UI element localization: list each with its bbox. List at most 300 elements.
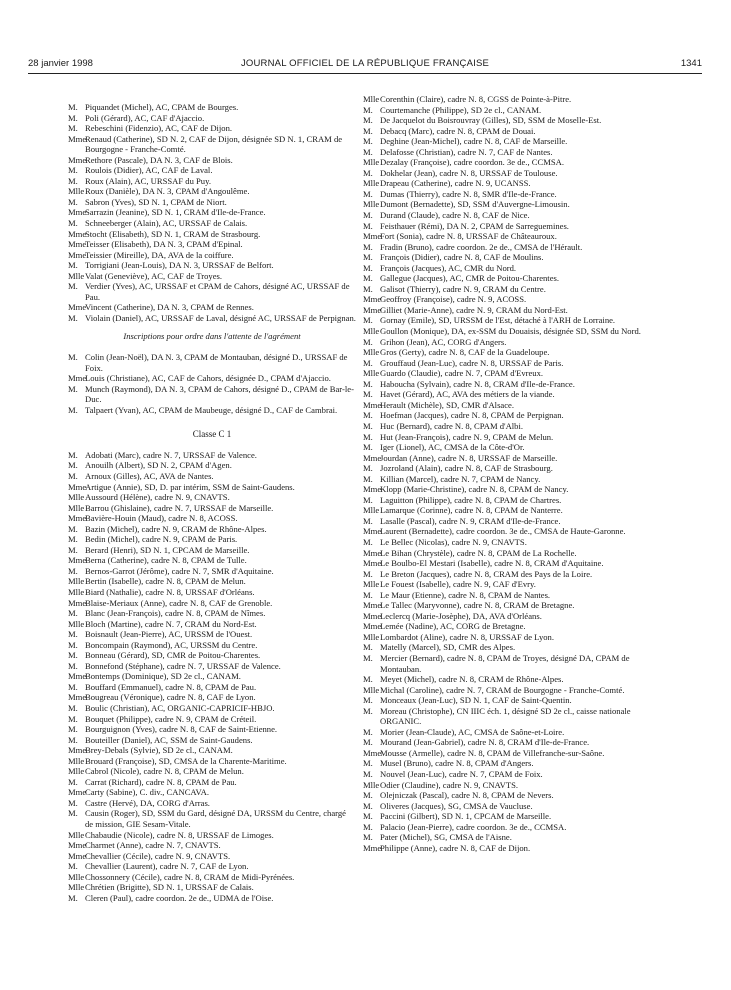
entry-text: Dokhelar (Jean), cadre N. 8, URSSAF de Toulouse. xyxy=(380,167,558,178)
list-item xyxy=(68,872,356,883)
list-item xyxy=(68,524,356,535)
civility: Mme xyxy=(363,304,382,315)
entry-text: Grihon (Jean), AC, CORG d'Angers. xyxy=(380,336,507,347)
entry-text: Delafosse (Christian), cadre N. 7, CAF de Nantes. xyxy=(380,146,553,157)
header-date: 28 janvier 1998 xyxy=(28,58,93,69)
list-item xyxy=(68,545,356,556)
civility: M. xyxy=(363,589,373,600)
civility: M. xyxy=(363,769,373,779)
entry-text: Roulois (Didier), AC, CAF de Laval. xyxy=(85,165,213,176)
civility: M. xyxy=(68,702,78,713)
entry-text: Feisthauer (Rémi), DA N. 2, CPAM de Sarreguemines. xyxy=(380,220,569,231)
civility: Mme xyxy=(68,840,87,851)
civility: Mme xyxy=(363,610,382,621)
list-item xyxy=(68,777,356,788)
civility: M. xyxy=(68,281,78,292)
header-page-number: 1341 xyxy=(680,58,702,69)
right-column xyxy=(363,94,653,853)
list-item xyxy=(68,450,356,461)
list-item xyxy=(363,737,653,748)
list-item xyxy=(68,840,356,851)
entry-text: Berna (Catherine), cadre N. 8, CPAM de Tulle. xyxy=(85,555,247,566)
entry-text: Talpaert (Yvan), AC, CPAM de Maubeuge, désigné D., CAF de Cambrai. xyxy=(85,404,338,415)
list-item xyxy=(68,692,356,703)
civility: Mlle xyxy=(68,882,85,893)
civility: M. xyxy=(363,336,373,347)
civility: Mlle xyxy=(68,576,85,587)
civility: M. xyxy=(68,175,78,186)
list-item xyxy=(68,492,356,503)
civility: M. xyxy=(363,737,373,748)
list-item xyxy=(68,373,356,384)
entry-text: Havet (Gérard), AC, AVA des métiers de la viande. xyxy=(380,389,555,400)
entry-text: Paccini (Gilbert), SD N. 1, CPCAM de Marseille. xyxy=(380,811,552,822)
list-item xyxy=(68,861,356,872)
list-item xyxy=(68,640,356,651)
civility: Mme xyxy=(363,452,382,463)
civility: M. xyxy=(363,146,373,157)
entry-text: Blaise-Meriaux (Anne), cadre N. 8, CAF de Grenoble. xyxy=(85,597,273,608)
list-item xyxy=(363,379,653,390)
civility: M. xyxy=(68,312,78,323)
list-item xyxy=(68,598,356,609)
entry-text: Anouilh (Albert), SD N. 2, CPAM d'Agen. xyxy=(85,460,232,471)
civility: Mlle xyxy=(68,755,85,766)
list-item xyxy=(363,695,653,706)
entry-text: François (Jacques), AC, CMR du Nord. xyxy=(380,262,517,273)
list-item xyxy=(68,260,356,271)
entry-text: Mercier (Bernard), cadre N. 8, CPAM de Troyes, désigné DA, CPAM de Montauban. xyxy=(380,652,630,674)
list-item xyxy=(68,302,356,313)
civility: Mme xyxy=(68,671,87,682)
entry-text: Adobati (Marc), cadre N. 7, URSSAF de Valence. xyxy=(85,449,257,460)
list-item xyxy=(363,126,653,137)
entry-text: Bonneau (Gérard), SD, CMR de Poitou-Charentes. xyxy=(85,650,261,661)
civility: Mme xyxy=(363,747,382,758)
entry-text: Le Fouest (Isabelle), cadre N. 9, CAF d'Evry. xyxy=(380,579,536,590)
list-item xyxy=(68,893,356,904)
entry-text: Gros (Gerty), cadre N. 8, CAF de la Guadeloupe. xyxy=(380,347,550,358)
civility: M. xyxy=(363,811,373,822)
list-item xyxy=(363,115,653,126)
entry-text: Torrigiani (Jean-Louis), DA N. 3, URSSAF de Belfort. xyxy=(85,260,274,271)
left-column xyxy=(68,102,356,903)
entry-text: Chabaudie (Nicole), cadre N. 8, URSSAF de Limoges. xyxy=(85,829,274,840)
civility: M. xyxy=(68,460,78,471)
entry-text: Leclercq (Marie-Josèphe), DA, AVA d'Orléans. xyxy=(380,610,542,621)
list-item xyxy=(363,221,653,232)
entry-text: Berard (Henri), SD N. 1, CPCAM de Marseille. xyxy=(85,544,250,555)
list-item xyxy=(363,653,653,674)
civility: Mme xyxy=(68,513,87,524)
entry-text: Deghine (Jean-Michel), cadre N. 8, CAF de Marseille. xyxy=(380,136,568,147)
list-item xyxy=(68,352,356,373)
list-item xyxy=(363,727,653,738)
civility: M. xyxy=(68,681,78,692)
entry-text: Durand (Claude), cadre N. 8, CAF de Nice. xyxy=(380,210,530,221)
list-item xyxy=(363,389,653,400)
civility: M. xyxy=(363,125,373,136)
list-item xyxy=(363,548,653,559)
list-item xyxy=(363,790,653,801)
entry-text: Dezalay (Françoise), cadre coordon. 3e de., CCMSA. xyxy=(380,157,564,168)
list-item xyxy=(68,460,356,471)
civility: M. xyxy=(68,639,78,650)
list-item xyxy=(68,587,356,598)
entry-text: François (Didier), cadre N. 8, CAF de Moulins. xyxy=(380,252,544,263)
list-item xyxy=(363,410,653,421)
section-heading-classe: Classe C 1 xyxy=(192,429,232,440)
list-item xyxy=(363,579,653,590)
civility: Mme xyxy=(68,597,87,608)
right-list xyxy=(363,94,653,853)
civility: Mme xyxy=(363,399,382,410)
civility: M. xyxy=(363,378,373,389)
entry-text: Musel (Bruno), cadre N. 8, CPAM d'Angers. xyxy=(380,758,534,769)
list-item xyxy=(363,569,653,580)
entry-text: Morier (Jean-Claude), AC, CMSA de Saône-et-Loire. xyxy=(380,726,565,737)
entry-text: Bloch (Martine), cadre N. 7, CRAM du Nord-Est. xyxy=(85,618,257,629)
list-item xyxy=(363,474,653,485)
entry-text: Hut (Jean-François), cadre N. 9, CPAM de Melun. xyxy=(380,431,554,442)
civility: Mme xyxy=(68,133,87,144)
civility: M. xyxy=(363,832,373,843)
list-item xyxy=(68,123,356,134)
entry-text: Artigue (Annie), SD, D. par intérim, SSM de Saint-Gaudens. xyxy=(85,481,295,492)
list-item xyxy=(363,358,653,369)
list-item xyxy=(68,745,356,756)
list-item xyxy=(363,463,653,474)
entry-text: Grouffaud (Jean-Luc), cadre N. 8, URSSAF de Paris. xyxy=(380,357,564,368)
entry-text: Guardo (Claudie), cadre N. 7, CPAM d'Evreux. xyxy=(380,368,544,379)
entry-text: Brey-Debals (Sylvie), SD 2e cl., CANAM. xyxy=(85,745,233,756)
civility: M. xyxy=(68,861,78,872)
civility: M. xyxy=(68,196,78,207)
entry-text: Schneeberger (Alain), AC, URSSAF de Calais. xyxy=(85,218,248,229)
entry-text: Bourguignon (Yves), cadre N. 8, CAF de Saint-Etienne. xyxy=(85,724,278,735)
entry-text: Bouquet (Philippe), cadre N. 9, CPAM de Créteil. xyxy=(85,713,257,724)
entry-text: Chossonnery (Cécile), cadre N. 8, CRAM de Midi-Pyrénées. xyxy=(85,871,295,882)
civility: M. xyxy=(68,112,78,123)
entry-text: Le Boulbo-El Mestari (Isabelle), cadre N. 8, CRAM d'Aquitaine. xyxy=(380,558,604,569)
civility: Mlle xyxy=(68,492,85,503)
list-item xyxy=(363,758,653,769)
entry-text: Haboucha (Sylvain), cadre N. 8, CRAM d'Ile-de-France. xyxy=(380,378,575,389)
civility: M. xyxy=(363,726,373,737)
civility: M. xyxy=(68,102,78,112)
list-item xyxy=(363,484,653,495)
list-item xyxy=(68,513,356,524)
list-item xyxy=(68,576,356,587)
entry-text: Rethore (Pascale), DA N. 3, CAF de Blois. xyxy=(85,154,233,165)
list-item xyxy=(363,263,653,274)
list-item xyxy=(68,155,356,166)
list-item xyxy=(68,808,356,829)
civility: M. xyxy=(68,713,78,724)
entry-text: Piquandet (Michel), AC, CPAM de Bourges. xyxy=(85,102,239,112)
civility: Mlle xyxy=(363,199,380,210)
civility: M. xyxy=(363,494,373,505)
civility: M. xyxy=(68,629,78,640)
entry-text: Courtemanche (Philippe), SD 2e cl., CANAM. xyxy=(380,104,542,115)
civility: Mlle xyxy=(68,586,85,597)
civility: Mme xyxy=(68,555,87,566)
entry-text: Roux (Danièle), DA N. 3, CPAM d'Angoulême. xyxy=(85,186,250,197)
civility: Mlle xyxy=(68,186,85,197)
list-item xyxy=(68,250,356,261)
entry-text: Chevallier (Cécile), cadre N. 9, CNAVTS. xyxy=(85,850,231,861)
list-item xyxy=(363,326,653,337)
list-item xyxy=(68,113,356,124)
civility: M. xyxy=(363,568,373,579)
civility: Mlle xyxy=(363,347,380,358)
civility: Mme xyxy=(68,481,87,492)
list-item xyxy=(363,748,653,759)
entry-text: Teisser (Elisabeth), DA N. 3, CPAM d'Epinal. xyxy=(85,239,243,250)
list-item xyxy=(363,516,653,527)
civility: Mlle xyxy=(363,326,380,337)
list-item xyxy=(68,186,356,197)
entry-text: Cleren (Paul), cadre coordon. 2e de., UDMA de l'Oise. xyxy=(85,892,274,903)
entry-text: Bertin (Isabelle), cadre N. 8, CPAM de Melun. xyxy=(85,576,246,587)
civility: M. xyxy=(363,357,373,368)
list-item xyxy=(68,239,356,250)
entry-text: Herault (Michèle), SD, CMR d'Alsace. xyxy=(380,399,515,410)
entry-text: Stocht (Elisabeth), SD N. 1, CRAM de Strasbourg. xyxy=(85,228,261,239)
civility: Mme xyxy=(363,621,382,632)
entry-text: Chrétien (Brigitte), SD N. 1, URSSAF de Calais. xyxy=(85,882,254,893)
list-item xyxy=(363,273,653,284)
list-item xyxy=(68,661,356,672)
entry-text: Rebeschini (Fidenzio), AC, CAF de Dijon. xyxy=(85,123,233,134)
entry-text: Arnoux (Gilles), AC, AVA de Nantes. xyxy=(85,470,214,481)
entry-text: Bedin (Michel), cadre N. 9, CPAM de Paris. xyxy=(85,534,238,545)
civility: M. xyxy=(363,389,373,400)
list-item xyxy=(363,315,653,326)
entry-text: Gallegue (Jacques), AC, CMR de Poitou-Charentes. xyxy=(380,273,560,284)
entry-text: Laguitton (Philippe), cadre N. 8, CPAM de Chartres. xyxy=(380,494,562,505)
entry-text: Bonnefond (Stéphane), cadre N. 7, URSSAF de Valence. xyxy=(85,660,281,671)
entry-text: Bontemps (Dominique), SD 2e cl., CANAM. xyxy=(85,671,241,682)
list-item xyxy=(68,650,356,661)
entry-text: Boulic (Christian), AC, ORGANIC-CAPRICIF-HBJO. xyxy=(85,702,275,713)
entry-text: Lombardot (Aline), cadre N. 8, URSSAF de Lyon. xyxy=(380,631,554,642)
list-item xyxy=(68,482,356,493)
list-item xyxy=(363,706,653,727)
civility: M. xyxy=(68,123,78,134)
civility: M. xyxy=(68,165,78,176)
entry-text: Nouvel (Jean-Luc), cadre N. 7, CPAM de Foix. xyxy=(380,769,543,779)
entry-text: Lemée (Nadine), AC, CORG de Bretagne. xyxy=(380,621,526,632)
list-item xyxy=(363,199,653,210)
entry-text: Munch (Raymond), DA N. 3, CPAM de Cahors, désigné D., CPAM de Bar-le-Duc. xyxy=(85,383,354,405)
list-item xyxy=(363,621,653,632)
civility: M. xyxy=(68,797,78,808)
list-item xyxy=(363,168,653,179)
civility: Mlle xyxy=(363,157,380,168)
entry-text: Matelly (Marcel), SD, CMR des Alpes. xyxy=(380,642,516,653)
entry-text: Klopp (Marie-Christine), cadre N. 8, CPAM de Nancy. xyxy=(380,484,569,495)
entry-text: Le Bihan (Chrystèle), cadre N. 8, CPAM de La Rochelle. xyxy=(380,547,577,558)
list-item xyxy=(363,642,653,653)
header-rule xyxy=(28,73,702,74)
civility: M. xyxy=(363,463,373,474)
header-title: JOURNAL OFFICIEL DE LA RÉPUBLIQUE FRANÇAISE xyxy=(240,58,490,69)
list-item xyxy=(68,165,356,176)
list-item xyxy=(68,735,356,746)
entry-text: Bavière-Houin (Maud), cadre N. 8, ACOSS. xyxy=(85,513,238,524)
civility: Mme xyxy=(68,228,87,239)
civility: M. xyxy=(363,695,373,706)
entry-text: Sabron (Yves), SD N. 1, CPAM de Niort. xyxy=(85,196,227,207)
civility: Mlle xyxy=(363,684,380,695)
civility: M. xyxy=(68,724,78,735)
entry-text: Geoffroy (Françoise), cadre N. 9, ACOSS. xyxy=(380,294,527,305)
list-item xyxy=(363,189,653,200)
list-item xyxy=(363,210,653,221)
entry-text: Boncompain (Raymond), AC, URSSM du Centre. xyxy=(85,639,258,650)
entry-text: Bouffard (Emmanuel), cadre N. 8, CPAM de Pau. xyxy=(85,681,257,692)
entry-text: Bouteiller (Daniel), AC, SSM de Saint-Gaudens. xyxy=(85,734,253,745)
list-item xyxy=(363,495,653,506)
civility: Mlle xyxy=(68,618,85,629)
civility: Mlle xyxy=(363,579,380,590)
list-item xyxy=(363,294,653,305)
list-item xyxy=(363,242,653,253)
civility: M. xyxy=(68,218,78,229)
list-item xyxy=(68,566,356,577)
civility: Mme xyxy=(68,154,87,165)
list-item xyxy=(68,608,356,619)
civility: Mlle xyxy=(68,766,85,777)
entry-text: Aussourd (Hélène), cadre N. 9, CNAVTS. xyxy=(85,492,230,503)
entry-text: Le Breton (Jacques), cadre N. 8, CRAM des Pays de la Loire. xyxy=(380,568,593,579)
list-item xyxy=(68,134,356,155)
list-item xyxy=(68,405,356,416)
left-list-3 xyxy=(68,450,356,904)
civility: Mme xyxy=(363,600,382,611)
civility: M. xyxy=(68,608,78,619)
list-item xyxy=(68,534,356,545)
civility: M. xyxy=(363,136,373,147)
list-item xyxy=(363,590,653,601)
civility: M. xyxy=(363,800,373,811)
civility: M. xyxy=(68,523,78,534)
list-item xyxy=(363,105,653,116)
entry-text: Fort (Sonia), cadre N. 8, URSSAF de Châteauroux. xyxy=(380,231,557,242)
entry-text: Gornay (Emile), SD, URSSM de l'Est, détaché à l'ARH de Lorraine. xyxy=(380,315,616,326)
entry-text: Olejniczak (Pascal), cadre N. 8, CPAM de Nevers. xyxy=(380,790,554,801)
civility: Mme xyxy=(68,692,87,703)
civility: M. xyxy=(68,892,78,903)
list-item xyxy=(68,682,356,693)
entry-text: Pater (Michel), SG, CMSA de l'Aisne. xyxy=(380,832,512,843)
list-item xyxy=(363,558,653,569)
list-item xyxy=(363,147,653,158)
civility: Mme xyxy=(363,547,382,558)
list-item xyxy=(68,176,356,187)
civility: M. xyxy=(363,315,373,326)
entry-text: Huc (Bernard), cadre N. 8, CPAM d'Albi. xyxy=(380,420,524,431)
list-item xyxy=(68,756,356,767)
entry-text: Verdier (Yves), AC, URSSAF et CPAM de Cahors, désigné AC, URSSAF de Pau. xyxy=(85,281,350,302)
entry-text: Poli (Gérard), AC, CAF d'Ajaccio. xyxy=(85,112,205,123)
entry-text: Bougreau (Véronique), cadre N. 8, CAF de Lyon. xyxy=(85,692,256,703)
list-item xyxy=(68,830,356,841)
entry-text: Dumont (Bernadette), SD, SSM d'Auvergne-Limousin. xyxy=(380,199,570,210)
entry-text: Michal (Caroline), cadre N. 7, CRAM de Bourgogne - Franche-Comté. xyxy=(380,684,625,695)
list-item xyxy=(363,347,653,358)
entry-text: Hoefman (Jacques), cadre N. 8, CPAM de Perpignan. xyxy=(380,410,564,421)
entry-text: Chevallier (Laurent), cadre N. 7, CAF de Lyon. xyxy=(85,861,249,872)
list-item xyxy=(68,851,356,862)
list-item xyxy=(68,724,356,735)
entry-text: Oliveres (Jacques), SG, CMSA de Vaucluse. xyxy=(380,800,533,811)
civility: M. xyxy=(363,515,373,526)
civility: M. xyxy=(363,262,373,273)
civility: Mme xyxy=(363,842,382,853)
entry-text: Louis (Christiane), AC, CAF de Cahors, désignée D., CPAM d'Ajaccio. xyxy=(85,373,331,384)
entry-text: Galisot (Thierry), cadre N. 9, CRAM du Centre. xyxy=(380,283,546,294)
entry-text: Brouard (Françoise), SD, CMSA de la Charente-Maritime. xyxy=(85,755,287,766)
civility: M. xyxy=(363,652,373,663)
civility: M. xyxy=(363,252,373,263)
civility: Mlle xyxy=(68,871,85,882)
list-item xyxy=(68,882,356,893)
civility: M. xyxy=(68,808,78,819)
list-item xyxy=(68,629,356,640)
list-item xyxy=(68,619,356,630)
entry-text: Cabrol (Nicole), cadre N. 8, CPAM de Melun. xyxy=(85,766,244,777)
entry-text: Charmet (Anne), cadre N. 7, CNAVTS. xyxy=(85,840,221,851)
civility: Mme xyxy=(68,745,87,756)
civility: Mlle xyxy=(68,502,85,513)
list-item xyxy=(363,432,653,443)
entry-text: Philippe (Anne), cadre N. 8, CAF de Dijon. xyxy=(380,842,531,853)
civility: M. xyxy=(68,352,78,363)
entry-text: Le Maur (Etienne), cadre N. 8, CPAM de Nantes. xyxy=(380,589,551,600)
list-item xyxy=(363,780,653,791)
list-item xyxy=(363,157,653,168)
list-item xyxy=(68,197,356,208)
civility: M. xyxy=(68,470,78,481)
list-item xyxy=(363,421,653,432)
list-item xyxy=(68,555,356,566)
entry-text: Barrou (Ghislaine), cadre N. 7, URSSAF de Marseille. xyxy=(85,502,274,513)
civility: M. xyxy=(68,734,78,745)
list-item xyxy=(363,632,653,643)
entry-text: Mourand (Jean-Gabriel), cadre N. 8, CRAM d'Ile-de-France. xyxy=(380,737,590,748)
entry-text: Violain (Daniel), AC, URSSAF de Laval, désigné AC, URSSAF de Perpignan. xyxy=(85,312,356,323)
entry-text: Vincent (Catherine), DA N. 3, CPAM de Rennes. xyxy=(85,302,254,313)
left-list-2 xyxy=(68,352,356,415)
entry-text: Drapeau (Catherine), cadre N. 9, UCANSS. xyxy=(380,178,531,189)
list-item xyxy=(363,769,653,780)
list-item xyxy=(363,368,653,379)
entry-text: Dumas (Thierry), cadre N. 8, SMR d'Ile-de-France. xyxy=(380,188,557,199)
entry-text: Mousse (Armelle), cadre N. 8, CPAM de Villefranche-sur-Saône. xyxy=(380,747,605,758)
civility: Mlle xyxy=(363,505,380,516)
list-item xyxy=(363,801,653,812)
civility: Mme xyxy=(363,526,382,537)
entry-text: Goullon (Monique), DA, ex-SSM du Douaisis, désignée SD, SSM du Nord. xyxy=(380,326,641,337)
civility: M. xyxy=(68,544,78,555)
list-item xyxy=(68,798,356,809)
civility: Mme xyxy=(68,787,87,798)
list-item xyxy=(363,505,653,516)
entry-text: Palacio (Jean-Pierre), cadre coordon. 3e de., CCMSA. xyxy=(380,821,567,832)
civility: M. xyxy=(363,821,373,832)
